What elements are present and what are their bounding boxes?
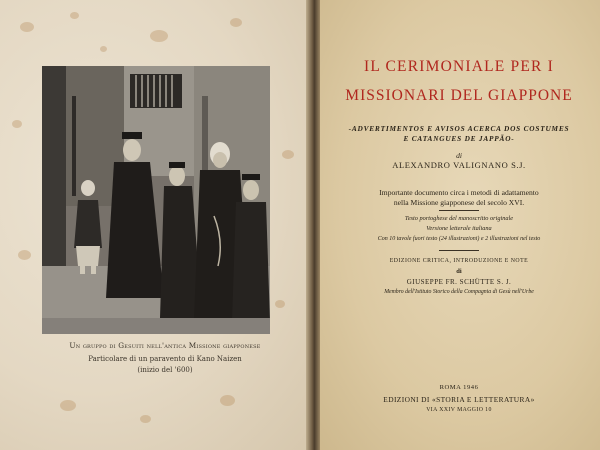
text-note-line3: Con 10 tavole fuori testo (24 illustrazioni) e 2 illustrazioni nel testo [377,236,541,242]
title-page [318,0,600,450]
editor-affiliation: Membro dell'Istituto Storico della Compagnia di Gesù nell'Urbe [384,289,534,295]
foxing-stain [230,18,242,27]
author-name: ALEXANDRO VALIGNANO S.J. [392,160,526,170]
foxing-stain [282,150,294,159]
subtitle-line1: -ADVERTIMENTOS E AVISOS ACERCA DOS COSTUMES [348,124,570,133]
foxing-stain [20,22,34,32]
foxing-stain [18,250,31,260]
book-title-line1: IL CERIMONIALE PER I [363,58,555,75]
description-line1: Importante documento circa i metodi di adattamento [379,188,539,197]
publisher-address: VIA XXIV MAGGIO 10 [426,407,492,413]
by-label: di [456,151,462,160]
subtitle-line2: E CATANGUES DE JAPPÃO- [403,134,515,143]
jesuits-painting-image [42,66,270,334]
book-gutter [306,0,320,450]
description-line2: nella Missione giapponese del secolo XVI. [393,198,525,207]
divider-rule [439,210,479,211]
foxing-stain [12,120,22,128]
plate-caption-date: (inizio del '600) [137,366,193,374]
foxing-stain [220,395,235,406]
by-label-editor: di [456,268,462,275]
foxing-stain [275,300,285,308]
plate-caption-source: Particolare di un paravento di Kano Naizen [88,355,242,363]
divider-rule [439,250,479,251]
foxing-stain [140,415,151,423]
text-note-line1: Testo portoghese del manoscritto originale [404,215,514,222]
foxing-stain [60,400,76,411]
text-note-line2: Versione letterale italiana [426,225,492,232]
foxing-stain [150,30,168,42]
editor-name: GIUSEPPE FR. SCHÜTTE S. J. [406,278,512,286]
book-title-line2: MISSIONARI DEL GIAPPONE [345,87,573,104]
illustration-plate [42,66,270,334]
foxing-stain [100,46,107,52]
foxing-stain [70,12,79,19]
edition-note: EDIZIONE CRITICA, INTRODUZIONE E NOTE [389,258,529,264]
publisher-name: EDIZIONI DI «STORIA E LETTERATURA» [383,395,535,404]
publication-place-year: ROMA 1946 [439,384,479,391]
plate-caption-title: Un gruppo di Gesuiti nell'antica Missione giapponese [69,341,261,350]
